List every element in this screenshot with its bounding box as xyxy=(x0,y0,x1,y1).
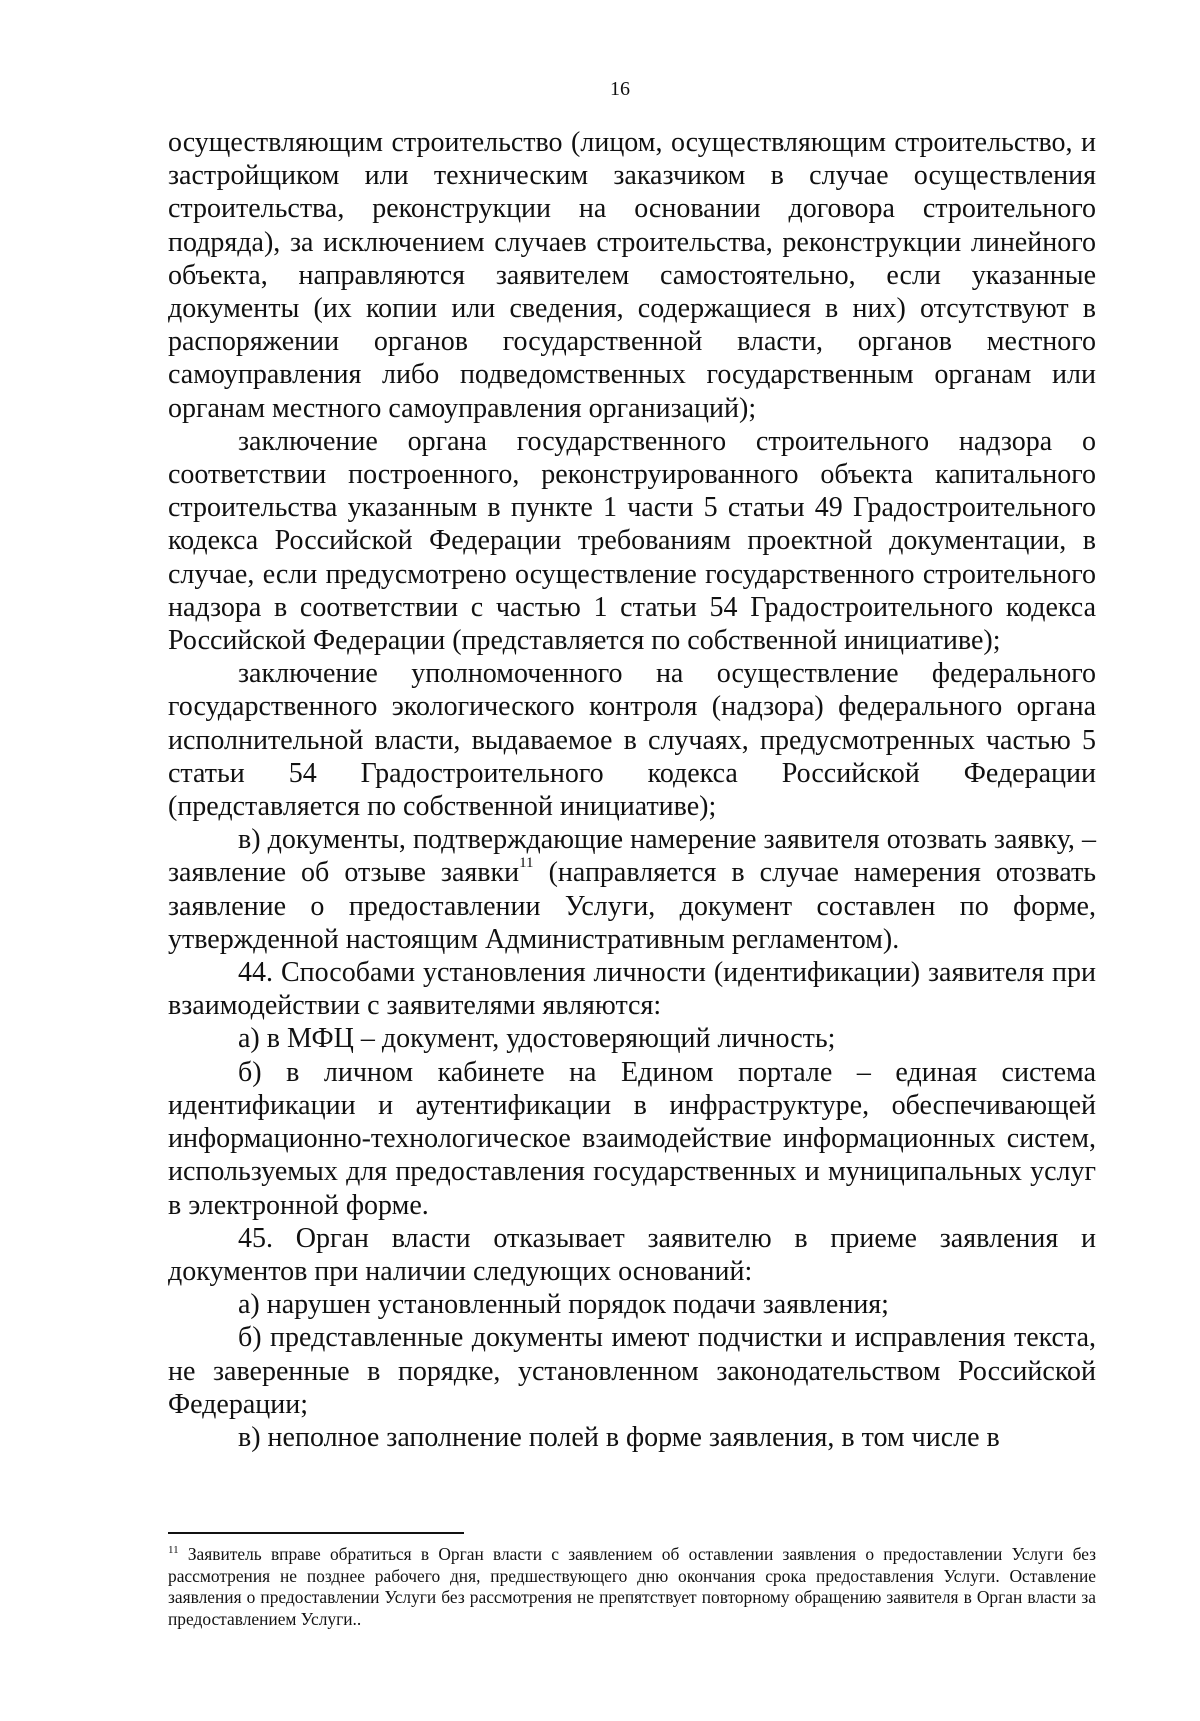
footnote-number: 11 xyxy=(168,1544,179,1556)
footnote xyxy=(168,1544,1096,1630)
paragraph-withdrawal-text-before: в) документы, подтверждающие намерение заявителя отозвать заявку, – заявление об отзыве заявки xyxy=(168,824,1096,889)
paragraph-supervision-conclusion: заключение органа государственного строительного надзора о соответствии построенного, реконструированного объекта капитального строительства указанным в пункте 1 части 5 статьи 49 Градостроительного кодекса Российской Федерации требованиям проектной документации, в случае, если предусмотрено осуществление государственного строительного надзора в соответствии с частью 1 статьи 54 Градостроительного кодекса Российской Федерации (представляется по собственной инициативе); xyxy=(168,425,1096,657)
paragraph-44-identification: 44. Способами установления личности (идентификации) заявителя при взаимодействии с заявителями являются: xyxy=(168,957,1096,1022)
footnote-reference: 11 xyxy=(519,855,534,872)
paragraph-withdrawal-documents xyxy=(168,823,1096,956)
paragraph-45-refusal: 45. Орган власти отказывает заявителю в приеме заявления и документов при наличии следующих оснований: xyxy=(168,1222,1096,1287)
paragraph-ecological-conclusion: заключение уполномоченного на осуществление федерального государственного экологического контроля (надзора) федерального органа исполнительной власти, выдаваемое в случаях, предусмотренных частью 5 статьи 54 Градостроительного кодекса Российской Федерации (представляется по собственной инициативе); xyxy=(168,658,1096,823)
body-text xyxy=(168,126,1096,1454)
page-number: 16 xyxy=(610,78,630,100)
paragraph-45-item-b: б) представленные документы имеют подчистки и исправления текста, не заверенные в порядке, установленном законодательством Российской Федерации; xyxy=(168,1322,1096,1420)
paragraph-45-item-v: в) неполное заполнение полей в форме заявления, в том числе в xyxy=(238,1421,1000,1453)
paragraph-withdrawal-text-after: (направляется в случае намерения отозвать заявление о предоставлении Услуги, документ составлен по форме, утвержденной настоящим Административным регламентом). xyxy=(168,857,1096,955)
footnote-separator xyxy=(168,1532,464,1534)
paragraph-44-item-a: а) в МФЦ – документ, удостоверяющий личность; xyxy=(238,1023,836,1055)
paragraph-45-item-a: а) нарушен установленный порядок подачи заявления; xyxy=(238,1289,889,1321)
footnote-text: Заявитель вправе обратиться в Орган власти с заявлением об оставлении заявления о предоставлении Услуги без рассмотрения не позднее рабочего дня, предшествующего дню окончания срока предоставления Услуги. Оставление заявления о предоставлении Услуги без рассмотрения не препятствует повторному обращению заявителя в Орган власти за предоставлением Услуги.. xyxy=(168,1544,1096,1629)
paragraph-continuation: осуществляющим строительство (лицом, осуществляющим строительство, и застройщиком или техническим заказчиком в случае осуществления строительства, реконструкции на основании договора строительного подряда), за исключением случаев строительства, реконструкции линейного объекта, направляются заявителем самостоятельно, если указанные документы (их копии или сведения, содержащиеся в них) отсутствуют в распоряжении органов государственной власти, органов местного самоуправления либо подведомственных государственным органам или органам местного самоуправления организаций); xyxy=(168,127,1096,424)
paragraph-44-item-b: б) в личном кабинете на Едином портале – единая система идентификации и аутентификации в инфраструктуре, обеспечивающей информационно-технологическое взаимодействие информационных систем, используемых для предоставления государственных и муниципальных услуг в электронной форме. xyxy=(168,1056,1096,1221)
